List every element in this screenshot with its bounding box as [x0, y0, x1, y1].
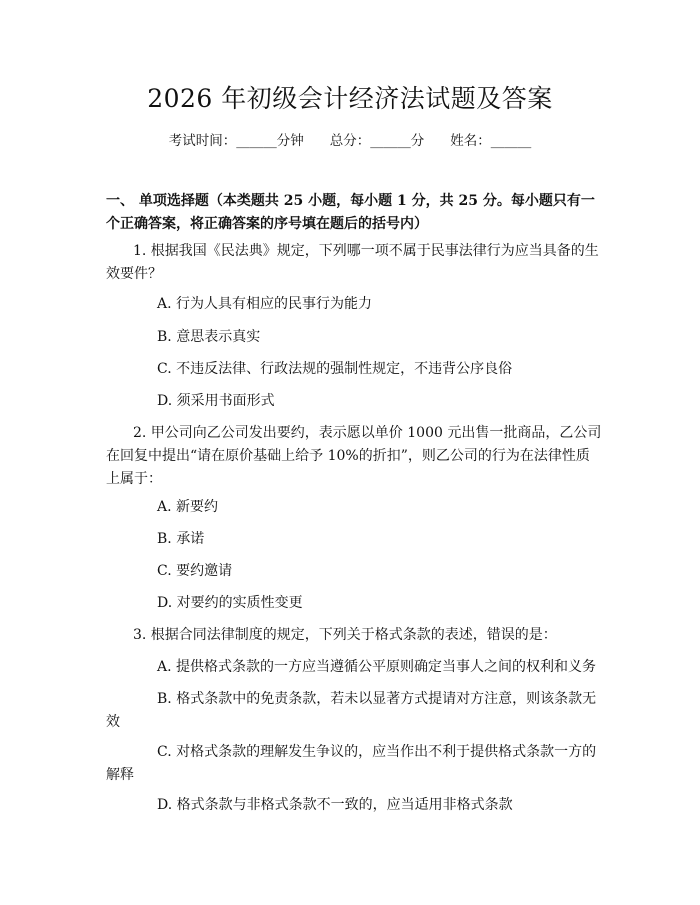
question-stem: 1. 根据我国《民法典》规定，下列哪一项不属于民事法律行为应当具备的生效要件？ [106, 243, 599, 282]
question-option: D. 格式条款与非格式条款不一致的，应当适用非格式条款 [157, 797, 513, 813]
question-option: B. 承诺 [157, 531, 205, 547]
question-option: A. 行为人具有相应的民事行为能力 [157, 296, 373, 312]
question-option: B. 意思表示真实 [157, 329, 261, 345]
question-option: D. 须采用书面形式 [157, 393, 275, 409]
question-stem: 3. 根据合同法律制度的规定，下列关于格式条款的表述，错误的是： [133, 627, 557, 643]
question-option: C. 要约邀请 [157, 563, 233, 579]
exam-meta-line [0, 130, 700, 152]
name-field: 姓名：______ [450, 133, 532, 149]
question-option: C. 不违反法律、行政法规的强制性规定，不违背公序良俗 [157, 361, 513, 377]
section-heading: 一、 单项选择题（本类题共 25 小题，每小题 1 分，共 25 分。每小题只有一个正确答案，将正确答案的序号填在题后的括号内） [106, 193, 595, 232]
question-option: A. 新要约 [157, 499, 219, 515]
exam-time-field: 考试时间：______分钟 [168, 133, 304, 149]
question-option: C. 对格式条款的理解发生争议的，应当作出不利于提供格式条款一方的解释 [106, 744, 597, 783]
question-stem: 2. 甲公司向乙公司发出要约，表示愿以单价 1000 元出售一批商品，乙公司在回复中提出“请在原价基础上给予 10%的折扣”，则乙公司的行为在法律性质上属于： [106, 425, 602, 487]
total-score-field: 总分：______分 [329, 133, 425, 149]
question-option: B. 格式条款中的免责条款，若未以显著方式提请对方注意，则该条款无效 [106, 691, 597, 730]
question-option: A. 提供格式条款的一方应当遵循公平原则确定当事人之间的权利和义务 [157, 659, 597, 675]
document-title: 2026 年初级会计经济法试题及答案 [147, 84, 553, 113]
question-option: D. 对要约的实质性变更 [157, 595, 303, 611]
